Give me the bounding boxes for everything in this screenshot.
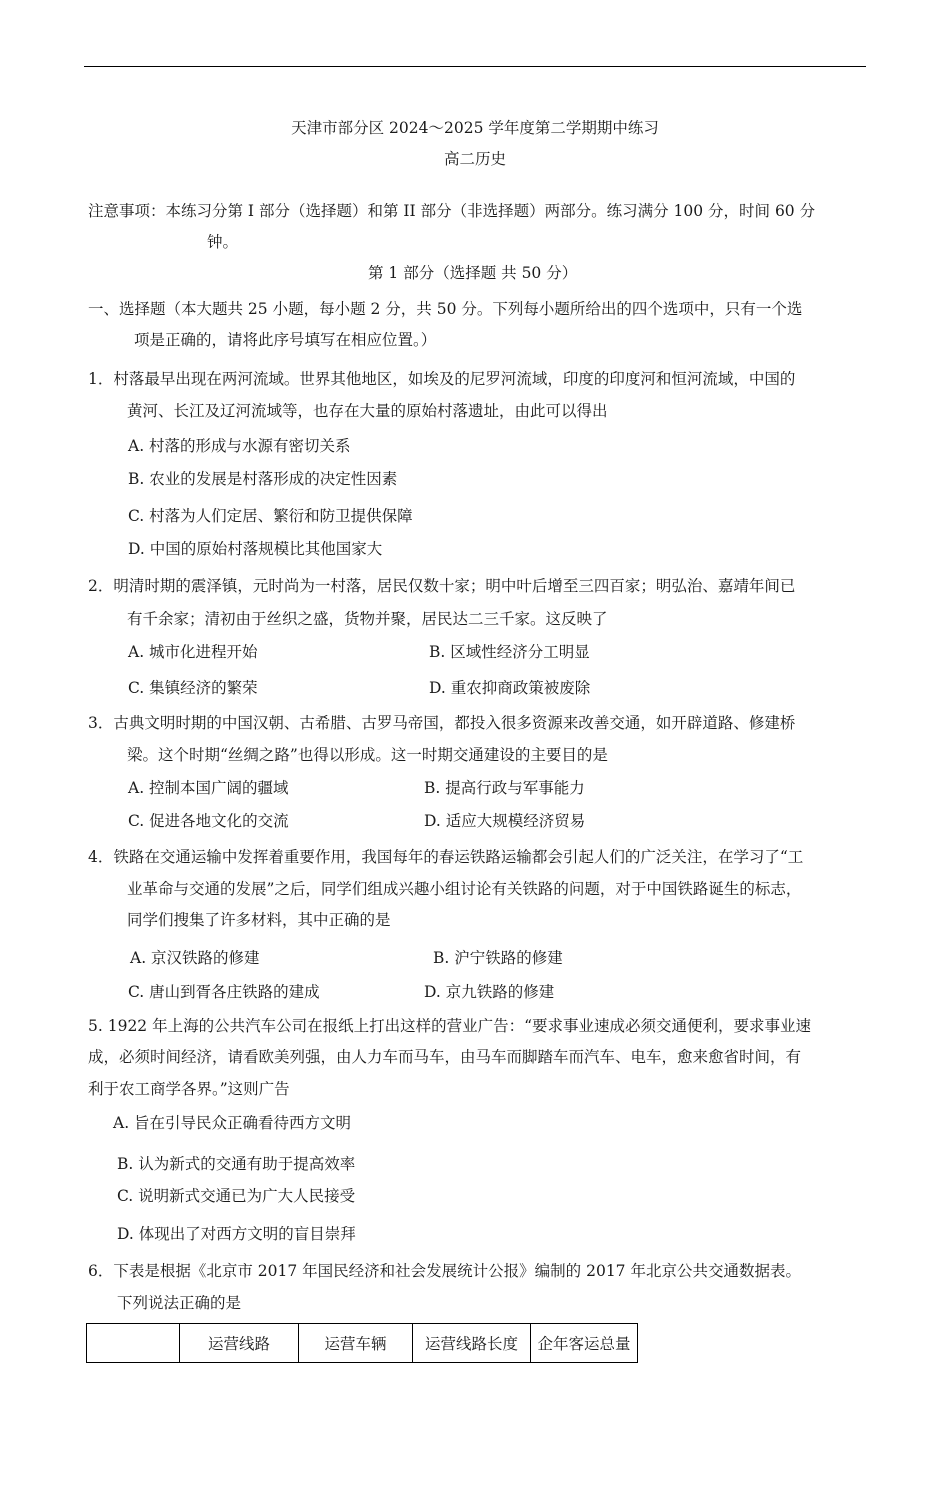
question-4-line-3: 同学们搜集了许多材料，其中正确的是 [127, 911, 391, 929]
exam-title: 天津市部分区 2024～2025 学年度第二学期期中练习 [291, 119, 659, 137]
question-5-line-3: 利于农工商学各界。”这则广告 [88, 1080, 290, 1098]
question-3-line-2: 梁。这个时期“丝绸之路”也得以形成。这一时期交通建设的主要目的是 [127, 746, 608, 764]
question-2-option-d: D. 重农抑商政策被废除 [429, 679, 591, 697]
part1-heading: 第 1 部分（选择题 共 50 分） [368, 264, 578, 282]
question-5-option-a: A. 旨在引导民众正确看待西方文明 [113, 1114, 352, 1132]
question-5-line-2: 成，必须时间经济，请看欧美列强，由人力车而马车，由马车而脚踏车而汽车、电车，愈来愈省时间，有 [88, 1048, 802, 1066]
question-5-option-d: D. 体现出了对西方文明的盲目崇拜 [117, 1225, 356, 1243]
question-2-option-c: C. 集镇经济的繁荣 [128, 679, 258, 697]
question-5-line-1: 5. 1922 年上海的公共汽车公司在报纸上打出这样的营业广告：“要求事业速成必须交通便利，要求事业速 [88, 1017, 812, 1035]
table-header-cell: 运营线路 [180, 1324, 299, 1363]
table-header-cell: 运营车辆 [299, 1324, 413, 1363]
question-5-option-b: B. 认为新式的交通有助于提高效率 [117, 1155, 356, 1173]
question-6-line-2: 下列说法正确的是 [117, 1294, 242, 1312]
question-2-line-1: 2．明清时期的震泽镇，元时尚为一村落，居民仅数十家；明中叶后增至三四百家；明弘治、嘉靖年间已 [88, 577, 796, 595]
question-3-option-a: A. 控制本国广阔的疆域 [128, 779, 289, 797]
question-1-option-c: C. 村落为人们定居、繁衍和防卫提供保障 [128, 507, 413, 525]
transport-data-table [86, 1323, 638, 1363]
table-header-cell [87, 1324, 180, 1363]
question-4-option-c: C. 唐山到胥各庄铁路的建成 [128, 983, 320, 1001]
question-1-option-a: A. 村落的形成与水源有密切关系 [128, 437, 351, 455]
question-3-line-1: 3．古典文明时期的中国汉朝、古希腊、古罗马帝国，都投入很多资源来改善交通，如开辟道路、修建桥 [88, 714, 796, 732]
notice-line-2: 钟。 [207, 233, 239, 251]
table-header-row [87, 1324, 638, 1363]
question-3-option-c: C. 促进各地文化的交流 [128, 812, 289, 830]
question-4-option-d: D. 京九铁路的修建 [424, 983, 555, 1001]
instructions-line-1: 一、选择题（本大题共 25 小题，每小题 2 分，共 50 分。下列每小题所给出的四个选项中，只有一个选 [88, 300, 803, 318]
table-header-cell: 运营线路长度 [413, 1324, 531, 1363]
question-2-option-a: A. 城市化进程开始 [128, 643, 258, 661]
question-1-line-1: 1．村落最早出现在两河流域。世界其他地区，如埃及的尼罗河流域，印度的印度河和恒河流域，中国的 [88, 370, 796, 388]
question-3-option-b: B. 提高行政与军事能力 [424, 779, 585, 797]
question-4-line-1: 4．铁路在交通运输中发挥着重要作用，我国每年的春运铁路运输都会引起人们的广泛关注，在学习了“工 [88, 848, 804, 866]
question-6-line-1: 6．下表是根据《北京市 2017 年国民经济和社会发展统计公报》编制的 2017 年北京公共交通数据表。 [88, 1262, 801, 1280]
question-4-line-2: 业革命与交通的发展”之后，同学们组成兴趣小组讨论有关铁路的问题，对于中国铁路诞生的标志， [127, 880, 802, 898]
question-4-option-b: B. 沪宁铁路的修建 [433, 949, 563, 967]
table-header-cell: 企年客运总量 [531, 1324, 638, 1363]
question-1-option-b: B. 农业的发展是村落形成的决定性因素 [128, 470, 398, 488]
instructions-line-2: 项是正确的，请将此序号填写在相应位置。） [134, 331, 437, 349]
subject-title: 高二历史 [443, 150, 506, 168]
question-1-line-2: 黄河、长江及辽河流域等，也存在大量的原始村落遗址，由此可以得出 [127, 402, 608, 420]
question-2-line-2: 有千余家；清初由于丝织之盛，货物并聚，居民达二三千家。这反映了 [127, 610, 608, 628]
question-2-option-b: B. 区域性经济分工明显 [429, 643, 590, 661]
question-1-option-d: D. 中国的原始村落规模比其他国家大 [128, 540, 383, 558]
top-rule [84, 66, 866, 67]
question-3-option-d: D. 适应大规模经济贸易 [424, 812, 586, 830]
question-4-option-a: A. 京汉铁路的修建 [130, 949, 260, 967]
notice-line-1: 注意事项：本练习分第 I 部分（选择题）和第 II 部分（非选择题）两部分。练习满分 100 分，时间 60 分 [88, 202, 816, 220]
question-5-option-c: C. 说明新式交通已为广大人民接受 [117, 1187, 356, 1205]
